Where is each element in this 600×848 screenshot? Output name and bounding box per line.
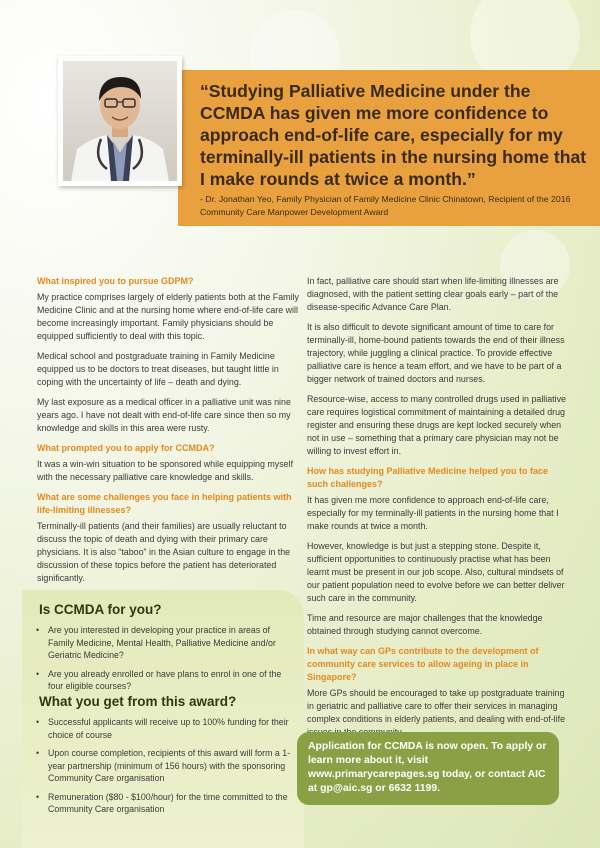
box-title-benefits: What you get from this award? (39, 694, 237, 709)
portrait-photo (58, 56, 182, 186)
answer-paragraph: It is also difficult to devote significant amount of time to care for terminally-ill, home-bound patients towards the end of their illness trajectory, while juggling a clinical practice. To provide effective palliative care is hence a team effort, and we have to be part of a bigger network of trained doctors and nurses. (307, 322, 565, 384)
bullet-icon: • (36, 717, 40, 727)
bullet-icon: • (36, 791, 40, 802)
box-title-eligibility: Is CCMDA for you? (39, 602, 162, 617)
article-right-column (307, 275, 567, 746)
answer-paragraph: It has given me more confidence to approach end-of-life care, especially for my terminally-ill patients in the nursing home that I make rounds at twice a month. (307, 495, 559, 531)
question-heading: What are some challenges you face in helping patients with life-limiting illnesses? (37, 492, 292, 515)
answer-paragraph: Resource-wise, access to many controlled drugs used in palliative care requires logistical commitment of maintaining a detailed drug register and ensuring these drugs are kept locked securely when not in use – something that a primary care physician may not be willing to invest effort in. (307, 394, 566, 456)
ccmda-info-box (22, 590, 304, 848)
list-item: • Are you interested in developing your practice in areas of Family Medicine, Mental Health, Palliative Medicine and/or Geriatric Medicine? (36, 625, 276, 660)
quote-attribution: - Dr. Jonathan Yeo, Family Physician of Family Medicine Clinic Chinatown, Recipient of the 2016 Community Care Manpower Development Award (200, 194, 571, 217)
quote-text: “Studying Palliative Medicine under the CCMDA has given me more confidence to approach end-of-life care, especially for my terminally-ill patients in the nursing home that I make rounds at twice a month.” (200, 81, 587, 189)
answer-paragraph: More GPs should be encouraged to take up postgraduate training in geriatric and palliative care to offer their services in managing complex conditions in elderly patients, and dealing with end-of-life (307, 688, 566, 724)
article-left-column (37, 275, 299, 592)
question-heading: What inspired you to pursue GDPM? (37, 276, 194, 286)
cta-text: Application for CCMDA is now open. To apply or learn more about it, visit www.primarycarepages.sg today, or contact AIC at gp@aic.sg or 6632 1199. (308, 741, 547, 794)
benefits-list (36, 716, 298, 822)
answer-paragraph: However, knowledge is but just a stepping stone. Despite it, sufficient opportunities to continuously practise what has been learnt must be present in our job scope. Also, cultural mindsets of our patient population need to evolve before we can better deliver such care in the community. (307, 541, 565, 603)
answer-paragraph: Time and resource are major challenges that the knowledge obtained through studying cannot overcome. (307, 613, 543, 636)
application-cta-box (297, 732, 559, 805)
quote-banner (178, 70, 600, 226)
question-heading: In what way can GPs contribute to the development of community care services to allow ageing in place in Singapore? (307, 646, 539, 682)
eligibility-list (36, 624, 298, 699)
question-heading: What prompted you to apply for CCMDA? (37, 443, 215, 453)
list-item: • Remuneration ($80 - $100/hour) for the time committed to the Community Care organisation (36, 791, 288, 814)
answer-paragraph: In fact, palliative care should start when life-limiting illnesses are diagnosed, with the patient setting clear goals early – part of the disease-specific Advance Care Plan. (307, 276, 559, 312)
bullet-icon: • (36, 748, 40, 758)
answer-paragraph: Terminally-ill patients (and their families) are usually reluctant to discuss the topic of death and dying with their primary care physicians. It is also “taboo” in the Asian culture to engage in the discussion of these topics before the patient has deteriorated significantly. (37, 521, 291, 583)
answer-paragraph: My last exposure as a medical officer in a palliative unit was nine years ago. I have not dealt with end-of-life care since then so my knowledge and skills in this area were rusty. (37, 397, 291, 433)
answer-paragraph: My practice comprises largely of elderly patients both at the Family Medicine Clinic and at the nursing home where end-of-life care will become increasingly important. Family physicians should be equipped sufficiently to deal with this topic. (37, 292, 299, 341)
list-item: • Upon course completion, recipients of this award will form a 1-year partnership (minimum of 156 hours) with the sponsoring Community Care organisation (36, 748, 291, 783)
answer-paragraph: Medical school and postgraduate training in Family Medicine equipped us to be doctors to treat diseases, but taught little in coping with the uncertainty of life – death and dying. (37, 351, 279, 387)
bullet-icon: • (36, 668, 40, 679)
answer-paragraph: It was a win-win situation to be sponsored while equipping myself with the necessary palliative care knowledge and skills. (37, 459, 294, 482)
doctor-portrait-image (63, 61, 177, 181)
question-heading: How has studying Palliative Medicine helped you to face such challenges? (307, 466, 549, 489)
list-item: • Are you already enrolled or have plans to enrol in one of the four eligible courses? (36, 668, 282, 691)
list-item: • Successful applicants will receive up to 100% funding for their choice of course (36, 717, 289, 740)
bullet-icon: • (36, 625, 40, 635)
